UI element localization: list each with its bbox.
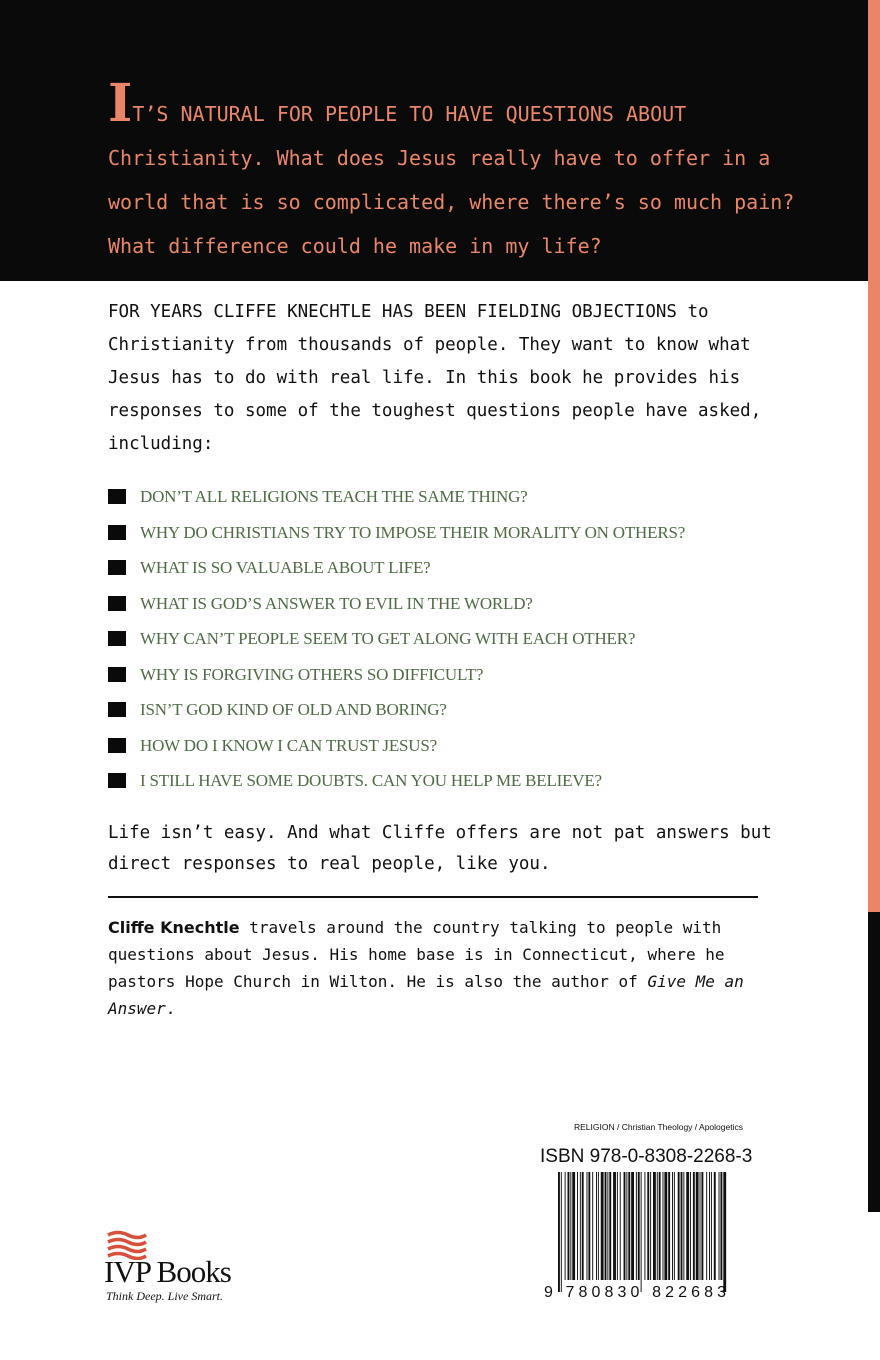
barcode-bar bbox=[598, 1172, 599, 1280]
barcode-bar bbox=[570, 1172, 571, 1280]
barcode-bar bbox=[582, 1172, 584, 1280]
description-paragraph bbox=[108, 296, 788, 461]
barcode-bar bbox=[638, 1172, 640, 1280]
intro-dropcap: I bbox=[108, 73, 133, 134]
square-bullet-icon bbox=[108, 667, 126, 682]
barcode-bar bbox=[647, 1172, 649, 1280]
question-text: I STILL HAVE SOME DOUBTS. CAN YOU HELP ME BELIEVE? bbox=[140, 771, 602, 790]
question-item bbox=[108, 591, 808, 627]
barcode-bar bbox=[693, 1172, 695, 1280]
square-bullet-icon bbox=[108, 773, 126, 788]
square-bullet-icon bbox=[108, 596, 126, 611]
barcode-bar bbox=[580, 1172, 581, 1280]
bio-text: travels around the country talking to people with questions about Jesus. His home base is in Connecticut, where he pastors Hope Church in Wilton. He is also the author of bbox=[108, 918, 725, 991]
barcode-bar bbox=[631, 1172, 634, 1280]
barcode-bar bbox=[668, 1172, 670, 1280]
barcode-bar bbox=[601, 1172, 604, 1280]
barcode-bar bbox=[568, 1172, 570, 1280]
barcode-bar bbox=[644, 1172, 645, 1280]
question-item bbox=[108, 484, 808, 520]
barcode-bar bbox=[674, 1172, 675, 1280]
barcode-bar bbox=[709, 1172, 710, 1280]
barcode-bar bbox=[561, 1172, 562, 1292]
barcode-bar bbox=[720, 1172, 722, 1280]
barcode-bars bbox=[558, 1172, 726, 1292]
barcode-bar bbox=[672, 1172, 673, 1280]
closing-paragraph: Life isn’t easy. And what Cliffe offers are not pat answers but direct responses to real people, like you. bbox=[108, 823, 772, 874]
square-bullet-icon bbox=[108, 631, 126, 646]
question-text: WHY CAN’T PEOPLE SEEM TO GET ALONG WITH EACH OTHER? bbox=[140, 629, 636, 648]
barcode-bar bbox=[690, 1172, 691, 1280]
barcode-digits: 9 780830 822683 bbox=[544, 1284, 726, 1300]
publisher-name: IVP Books bbox=[104, 1254, 231, 1289]
barcode-bar bbox=[711, 1172, 712, 1280]
barcode-bar bbox=[596, 1172, 597, 1280]
description-lead: FOR YEARS CLIFFE KNECHTLE HAS BEEN FIELDING OBJECTIONS bbox=[108, 302, 677, 322]
intro-rest: Christianity. What does Jesus really have to offer in a world that is so complicated, where there’s so much pain? What difference could he make in my life? bbox=[108, 146, 795, 258]
square-bullet-icon bbox=[108, 525, 126, 540]
barcode-bar bbox=[577, 1172, 578, 1280]
question-item bbox=[108, 555, 808, 591]
question-item bbox=[108, 520, 808, 556]
barcode-bar bbox=[624, 1172, 626, 1280]
square-bullet-icon bbox=[108, 702, 126, 717]
barcode-bar bbox=[650, 1172, 651, 1280]
barcode-bar bbox=[626, 1172, 627, 1280]
intro-paragraph bbox=[108, 73, 808, 268]
book-title: Give Me an Answer bbox=[108, 972, 744, 1018]
question-item bbox=[108, 697, 808, 733]
spine-accent-strip bbox=[868, 0, 880, 912]
barcode-bar bbox=[572, 1172, 575, 1280]
description-text: to Christianity from thousands of people. They want to know what Jesus has to do with real life. In this book he provides his responses to some of the toughest questions people have asked, including: bbox=[108, 302, 762, 454]
question-item bbox=[108, 662, 808, 698]
section-divider bbox=[108, 896, 758, 898]
barcode-bar bbox=[696, 1172, 699, 1280]
square-bullet-icon bbox=[108, 489, 126, 504]
barcode-bar bbox=[565, 1172, 566, 1280]
barcode-bar bbox=[617, 1172, 618, 1280]
barcode-bar bbox=[558, 1172, 560, 1292]
barcode-bar bbox=[678, 1172, 680, 1280]
author-bio bbox=[108, 914, 788, 1022]
barcode-bar bbox=[681, 1172, 683, 1280]
barcode-bar bbox=[706, 1172, 707, 1280]
question-text: DON’T ALL RELIGIONS TEACH THE SAME THING? bbox=[140, 487, 528, 506]
question-item bbox=[108, 768, 808, 804]
question-item bbox=[108, 733, 808, 769]
question-text: WHY DO CHRISTIANS TRY TO IMPOSE THEIR MORALITY ON OTHERS? bbox=[140, 522, 686, 542]
barcode-bar bbox=[636, 1172, 637, 1280]
barcode-bar bbox=[587, 1172, 588, 1280]
barcode-bar bbox=[663, 1172, 664, 1280]
barcode-bar bbox=[686, 1172, 689, 1280]
barcode-bar bbox=[683, 1172, 684, 1280]
barcode-bar bbox=[628, 1172, 630, 1280]
barcode-bar bbox=[664, 1172, 667, 1280]
barcode-bar bbox=[592, 1172, 593, 1280]
barcode-bar bbox=[653, 1172, 656, 1280]
square-bullet-icon bbox=[108, 560, 126, 575]
barcode-bar bbox=[657, 1172, 658, 1280]
bio-end: . bbox=[165, 999, 176, 1018]
bisac-category: RELIGION / Christian Theology / Apologetics bbox=[574, 1122, 743, 1132]
spine-dark-strip bbox=[868, 912, 880, 1212]
barcode-bar bbox=[723, 1172, 726, 1292]
barcode-bar bbox=[607, 1172, 608, 1280]
question-list bbox=[108, 484, 808, 804]
intro-first-line: T’S NATURAL FOR PEOPLE TO HAVE QUESTIONS ABOUT bbox=[132, 102, 687, 126]
publisher-tagline: Think Deep. Live Smart. bbox=[106, 1289, 223, 1303]
isbn-label: ISBN 978-0-8308-2268-3 bbox=[540, 1146, 753, 1167]
question-item bbox=[108, 626, 808, 662]
question-text: WHAT IS GOD’S ANSWER TO EVIL IN THE WORLD? bbox=[140, 593, 533, 613]
barcode-bar bbox=[620, 1172, 621, 1280]
barcode-bar bbox=[714, 1172, 716, 1280]
barcode-bar bbox=[641, 1172, 642, 1292]
question-text: HOW DO I KNOW I CAN TRUST JESUS? bbox=[140, 735, 437, 755]
barcode-bar bbox=[659, 1172, 661, 1280]
author-name: Cliffe Knechtle bbox=[108, 918, 240, 937]
question-text: WHAT IS SO VALUABLE ABOUT LIFE? bbox=[140, 558, 431, 577]
square-bullet-icon bbox=[108, 738, 126, 753]
barcode-bar bbox=[605, 1172, 607, 1280]
question-text: WHY IS FORGIVING OTHERS SO DIFFICULT? bbox=[140, 664, 484, 684]
barcode-bar bbox=[719, 1172, 720, 1280]
barcode-bar bbox=[588, 1172, 590, 1280]
barcode-bar bbox=[609, 1172, 611, 1280]
barcode-bar bbox=[701, 1172, 703, 1280]
question-text: ISN’T GOD KIND OF OLD AND BORING? bbox=[140, 700, 447, 719]
barcode-bar bbox=[613, 1172, 616, 1280]
barcode bbox=[540, 1172, 730, 1300]
barcode-bar bbox=[700, 1172, 701, 1280]
